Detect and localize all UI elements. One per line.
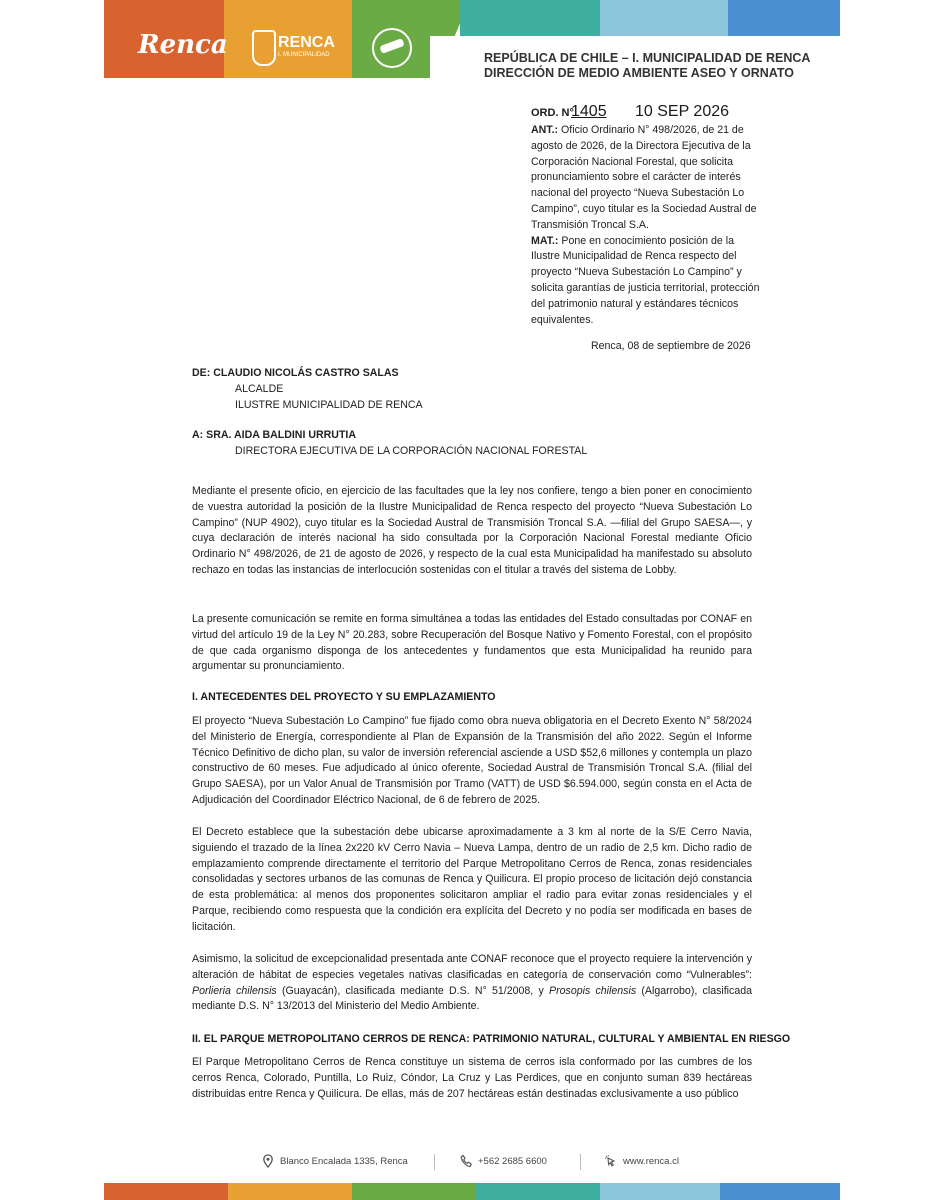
ord-label: ORD. N°: <box>531 107 578 119</box>
species-porlieria: Porlieria chilensis <box>192 984 277 997</box>
p5-text-c: (Guayacán), clasificada mediante D.S. N° 51/2008, y <box>276 984 550 997</box>
species-prosopis: Prosopis chilensis <box>549 984 637 997</box>
phone-icon <box>460 1154 472 1168</box>
footer-address: Blanco Encalada 1335, Renca <box>280 1156 408 1167</box>
crest-icon <box>252 30 276 66</box>
header-title-line1: REPÚBLICA DE CHILE – I. MUNICIPALIDAD DE RENCA <box>484 51 811 65</box>
footer-website[interactable]: www.renca.cl <box>623 1156 679 1167</box>
paragraph-2: La presente comunicación se remite en forma simultánea a todas las entidades del Estado consultadas por CONAF en virtud del artículo 19 de la Ley N° 20.283, sobre Recuperación del Bosque Nativo y Fomento Forestal, con el propósito de que cada organismo disponga de los antecedentes y fundamentos que esta Municipalidad ha reunido para argumentar su pronunciamiento. <box>192 613 752 673</box>
municipality-logo-text: RENCA <box>278 34 335 51</box>
place-date: Renca, 08 de septiembre de 2026 <box>591 340 751 352</box>
paragraph-4: El Decreto establece que la subestación debe ubicarse aproximadamente a 3 km al norte de la S/E Cerro Navia, siguiendo el trazado de la línea 2x220 kV Cerro Navia – Nueva Lampa, dentro de un radio de 2,5 km. Dicho radio de emplazamiento comprende directamente el territorio del Parque Metropolitano Cerros de Renca, zonas residenciales consolidadas y sectores urbanos de las comunas de Renca y Quilicura. El propio proceso de licitación dejó constancia de esta problemática: al menos dos proponentes solicitaron ampliar el radio para evitar zonas residenciales y el Parque, recibiendo como respuesta que la condición era explícita del Decreto y no podía ser modificada en bases de licitación. <box>192 826 752 933</box>
sender-block <box>192 366 423 413</box>
section-heading-1: I. ANTECEDENTES DEL PROYECTO Y SU EMPLAZAMIENTO <box>192 691 496 703</box>
footer-color-bar <box>104 1183 840 1200</box>
environment-seal-icon <box>372 28 412 68</box>
recipient-block <box>192 428 587 460</box>
cursor-click-icon <box>604 1154 616 1168</box>
ord-date: 10 SEP 2026 <box>635 103 730 120</box>
de-label: DE: <box>192 367 211 379</box>
de-name: CLAUDIO NICOLÁS CASTRO SALAS <box>213 367 399 379</box>
p5-text-e: (Algarrobo), clasificada mediante D.S. N° 13/2013 del Ministerio del Medio Ambiente. <box>192 984 753 1013</box>
paragraph-5 <box>192 952 752 1015</box>
header-title-line2: DIRECCIÓN DE MEDIO AMBIENTE ASEO Y ORNATO <box>484 66 794 80</box>
renca-logo: Renca <box>138 30 228 60</box>
mat-label: MAT.: <box>531 234 559 247</box>
p5-text-a: Asimismo, la solicitud de excepcionalidad presentada ante CONAF reconoce que el proyecto requiere la intervención y alteración de hábitat de especies vegetales nativas clasificadas en categoría de conservación como “Vulnerables”: <box>192 953 752 981</box>
paragraph-3: El proyecto “Nueva Subestación Lo Campino” fue fijado como obra nueva obligatoria en el Decreto Exento N° 58/2024 del Ministerio de Energía, correspondiente al Plan de Expansión de la Transmisión del año 2022. Según el Informe Técnico Definitivo de dicho plan, su valor de inversión referencial asciende a USD $52,6 millones y contempla un plazo constructivo de 60 meses. Fue adjudicado al único oferente, Sociedad Austral de Transmisión Troncal S.A. (filial del Grupo SAESA), por un Valor Anual de Transmisión por Tramo (VATT) de USD $6.594.000, según consta en el Acta de Adjudicación del Coordinador Eléctrico Nacional, de 6 de febrero de 2025. <box>192 715 752 806</box>
municipality-logo-subtext: I. MUNICIPALIDAD <box>278 52 330 58</box>
de-org: ILUSTRE MUNICIPALIDAD DE RENCA <box>235 398 423 411</box>
footer-divider <box>434 1154 435 1170</box>
paragraph-6: El Parque Metropolitano Cerros de Renca constituye un sistema de cerros isla conformado por las cumbres de los cerros Renca, Colorado, Puntilla, Lo Ruiz, Cóndor, La Cruz y Las Perdices, que en conjunto suman 839 hectáreas distribuidas entre Renca y Quilicura. De ellas, más de 207 hectáreas están destinadas exclusivamente a uso público <box>192 1056 752 1100</box>
ant-label: ANT.: <box>531 124 559 136</box>
document-page <box>104 0 840 1200</box>
reference-block <box>531 123 761 328</box>
section-heading-2: II. EL PARQUE METROPOLITANO CERROS DE RENCA: PATRIMONIO NATURAL, CULTURAL Y AMBIENTAL EN RIESGO <box>192 1033 791 1045</box>
de-role: ALCALDE <box>235 382 284 395</box>
ord-number: 1405 <box>571 103 607 120</box>
a-label: A: <box>192 429 204 441</box>
a-name: SRA. AIDA BALDINI URRUTIA <box>206 429 357 441</box>
mat-text: Pone en conocimiento posición de la Ilustre Municipalidad de Renca respecto del proyecto “Nueva Subestación Lo Campino” y solicita garantías de justicia territorial, protección del patrimonio natural y estándares técnicos equivalentes. <box>531 234 760 326</box>
footer-phone: +562 2685 6600 <box>478 1156 547 1167</box>
footer-divider <box>580 1154 581 1170</box>
paragraph-1: Mediante el presente oficio, en ejercicio de las facultades que la ley nos confiere, tengo a bien poner en conocimiento de vuestra autoridad la posición de la Ilustre Municipalidad de Renca respecto del proyecto “Nueva Subestación Lo Campino” (NUP 4902), cuyo titular es la Sociedad Austral de Transmisión Troncal S.A. —filial del Grupo SAESA—, y cuya declaración de interés nacional ha sido consultada por la Corporación Nacional Forestal mediante Oficio Ordinario N° 498/2026, de 21 de agosto de 2026, y respecto de la cual esta Municipalidad ha manifestado su absoluto rechazo en todas las instancias de interlocución sostenidas con el titular a través del sistema de Lobby. <box>192 485 752 576</box>
location-pin-icon <box>262 1154 274 1168</box>
ant-text: Oficio Ordinario N° 498/2026, de 21 de agosto de 2026, de la Directora Ejecutiva de la Corporación Nacional Forestal, que solicita pronunciamiento sobre el carácter de interés nacional del proyecto “Nueva Subestación Lo Campino”, cuyo titular es la Sociedad Austral de Transmisión Troncal S.A. <box>531 124 757 231</box>
a-role: DIRECTORA EJECUTIVA DE LA CORPORACIÓN NACIONAL FORESTAL <box>235 444 588 457</box>
